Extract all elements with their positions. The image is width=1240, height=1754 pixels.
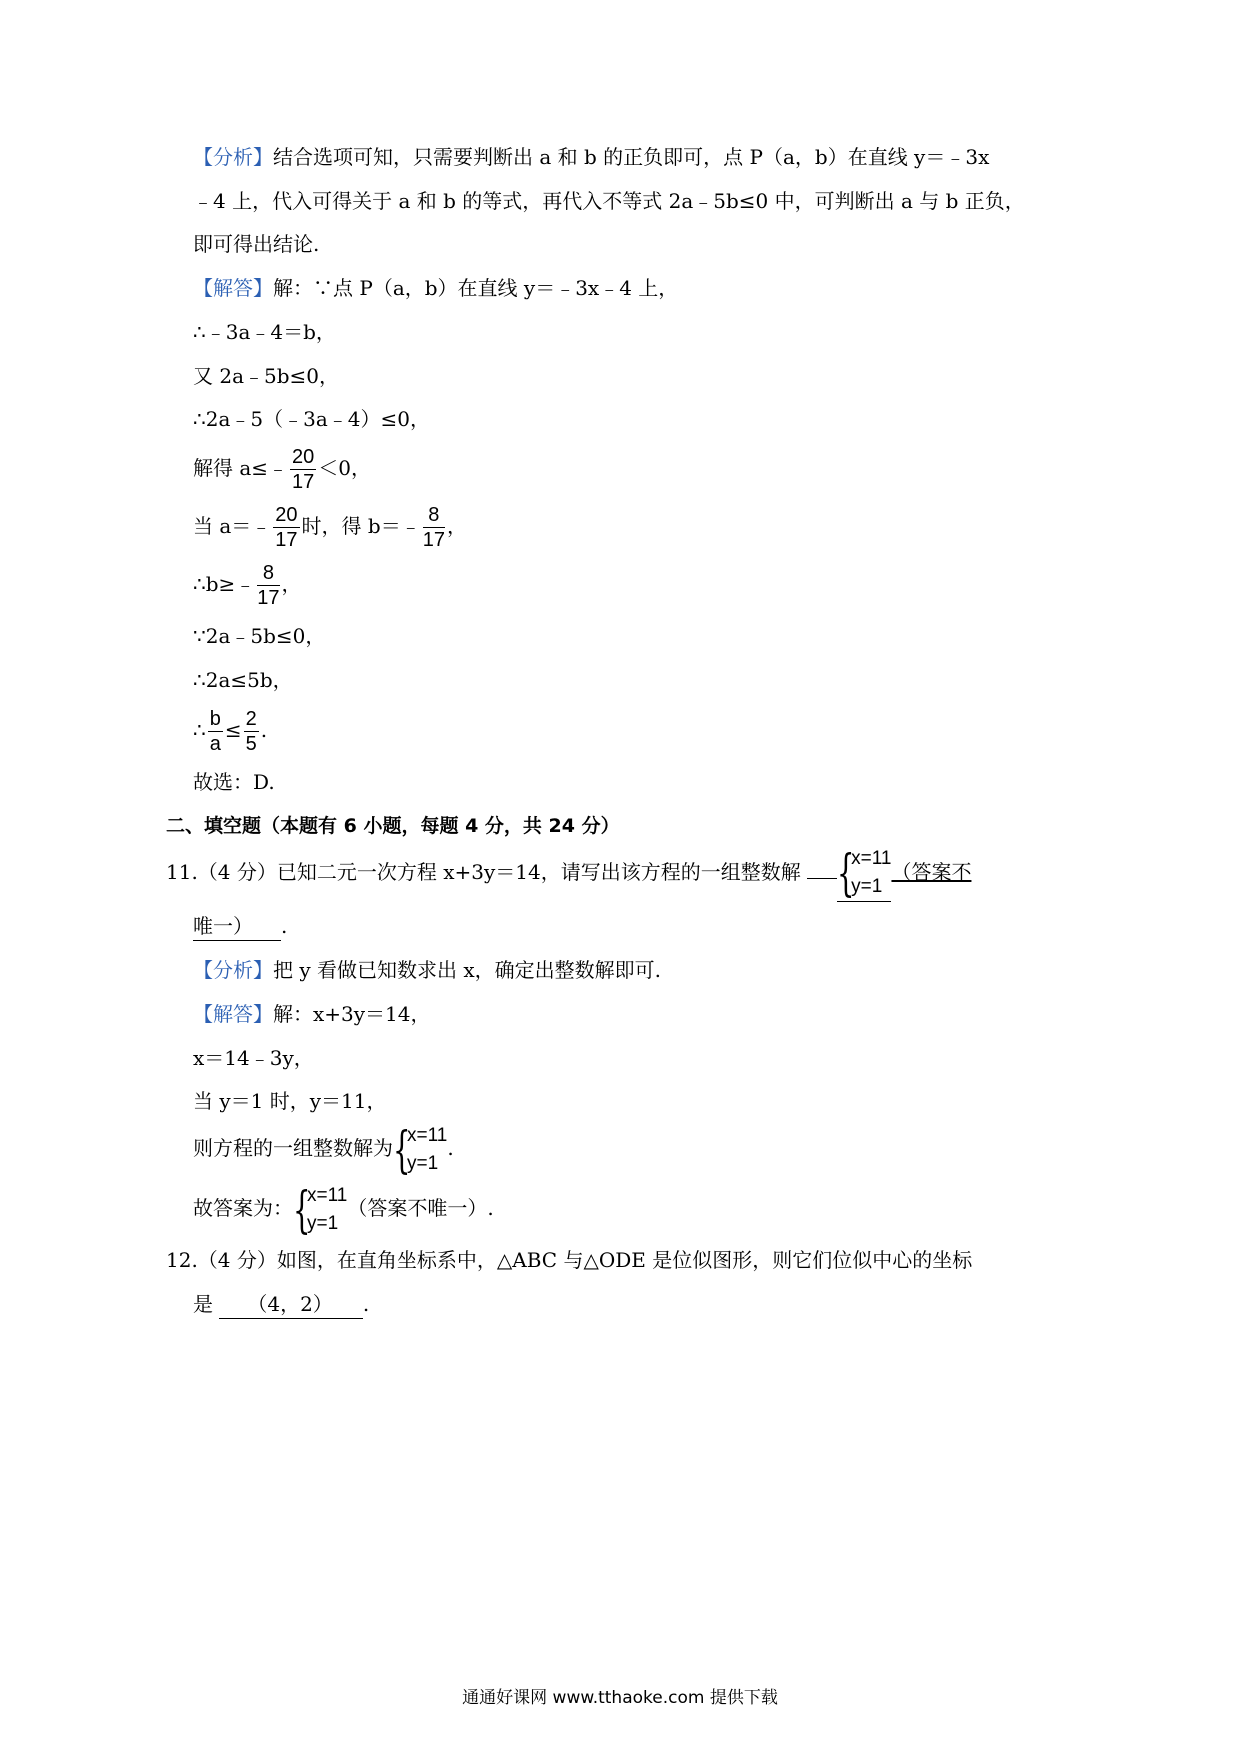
analysis-line-3: 即可得出结论. <box>193 232 320 256</box>
system-row: x=11 <box>407 1124 448 1146</box>
brace-icon: { <box>293 1180 311 1239</box>
text: 故答案为： <box>193 1196 293 1220</box>
analysis-tag: 【分析】 <box>193 145 273 169</box>
solution-text: 解：∵点 P（a，b）在直线 y＝﹣3x﹣4 上， <box>273 276 679 300</box>
analysis-tag: 【分析】 <box>193 958 273 982</box>
text: ， <box>446 514 467 538</box>
system-row: x=11 <box>307 1184 348 1206</box>
system-row: y=1 <box>851 876 883 897</box>
q11-answer-system <box>837 845 891 902</box>
solution-line-5 <box>193 440 371 496</box>
q11-note-cont: 唯一） <box>193 912 281 941</box>
solution-line-1 <box>193 274 678 302</box>
numerator: 2 <box>245 708 257 730</box>
analysis-text: 结合选项可知，只需要判断出 a 和 b 的正负即可，点 P（a，b）在直线 y＝﹣3x <box>273 145 990 169</box>
analysis-line-1 <box>193 143 989 171</box>
solution-line-4: ∴2a﹣5（﹣3a﹣4）≤0， <box>193 407 430 431</box>
fraction <box>423 503 445 552</box>
text: ∴ <box>193 718 206 742</box>
denominator: 17 <box>257 587 280 609</box>
text: 是 <box>193 1292 213 1316</box>
solution-line-2: ∴﹣3a﹣4＝b， <box>193 320 336 344</box>
text: . <box>260 718 268 742</box>
q11-analysis <box>193 956 661 984</box>
numerator: 20 <box>275 504 298 526</box>
denominator: 17 <box>275 529 298 551</box>
solution-line-10 <box>193 702 267 758</box>
q11-solution-3: 当 y＝1 时，y＝11， <box>193 1089 387 1113</box>
analysis-line-2: ﹣4 上，代入可得关于 a 和 b 的等式，再代入不等式 2a﹣5b≤0 中，可判断出 a 与 b 正负， <box>193 189 1025 213</box>
fraction <box>244 707 259 756</box>
analysis-text: 把 y 看做已知数求出 x，确定出整数解即可. <box>273 958 662 982</box>
solution-line-6 <box>193 498 467 554</box>
solution-text: 解：x+3y＝14， <box>273 1002 431 1026</box>
solution-line-7 <box>193 556 302 612</box>
q11-solution-2: x＝14﹣3y， <box>193 1046 314 1070</box>
denominator: 5 <box>245 733 257 755</box>
text: ＜0， <box>318 456 372 480</box>
solution-line-3: 又 2a﹣5b≤0， <box>193 364 340 388</box>
numerator: 8 <box>257 561 279 586</box>
solution-tag: 【解答】 <box>193 276 273 300</box>
q11-solution-4 <box>193 1118 454 1178</box>
section-heading: 二、填空题（本题有 6 小题，每题 4 分，共 24 分） <box>166 815 620 837</box>
text: 解得 a≤﹣ <box>193 456 289 480</box>
denominator: 17 <box>422 529 445 551</box>
q12-stem: 12.（4 分）如图，在直角坐标系中，△ABC 与△ODE 是位似图形，则它们位似中心的坐标 <box>166 1248 973 1272</box>
solution-line-11: 故选：D. <box>193 770 275 794</box>
text: 时，得 b＝﹣ <box>301 514 421 538</box>
q11-answer-blank <box>807 878 837 879</box>
fraction <box>290 445 316 494</box>
system <box>393 1122 447 1178</box>
q11-solution-5 <box>193 1178 494 1238</box>
solution-line-9: ∴2a≤5b， <box>193 668 293 692</box>
solution-line-8: ∵2a﹣5b≤0， <box>193 624 326 648</box>
system-row: y=1 <box>407 1152 439 1174</box>
fraction <box>257 561 279 610</box>
q11-solution-1 <box>193 1000 431 1028</box>
numerator: 8 <box>423 503 445 528</box>
q11-stem-line <box>166 842 971 902</box>
q11-stem-line-2 <box>193 912 287 941</box>
system-row: x=11 <box>851 848 892 869</box>
text: 当 a＝﹣ <box>193 514 272 538</box>
text: ≤ <box>224 718 242 742</box>
text: 则方程的一组整数解为 <box>193 1136 393 1160</box>
q12-line-2 <box>193 1290 369 1319</box>
brace-icon: { <box>393 1120 411 1179</box>
q11-note: （答案不 <box>891 860 972 884</box>
text: . <box>362 1292 370 1316</box>
q12-answer: （4，2） <box>219 1290 362 1319</box>
text: . <box>281 914 288 938</box>
solution-tag: 【解答】 <box>193 1002 273 1026</box>
text: . <box>447 1136 454 1160</box>
fraction <box>273 503 299 552</box>
text: ， <box>281 572 302 596</box>
system <box>293 1182 347 1238</box>
denominator: 17 <box>292 471 315 493</box>
numerator: 20 <box>292 446 315 468</box>
system-row: y=1 <box>307 1212 339 1234</box>
denominator: a <box>209 733 221 755</box>
fraction <box>208 707 223 756</box>
text: （答案不唯一）. <box>347 1196 494 1220</box>
numerator: b <box>209 708 221 730</box>
text: ∴b≥﹣ <box>193 572 256 596</box>
brace-icon: { <box>837 844 855 902</box>
q11-stem: 11.（4 分）已知二元一次方程 x+3y＝14，请写出该方程的一组整数解 <box>166 860 801 884</box>
footer: 通通好课网 www.tthaoke.com 提供下载 <box>462 1688 778 1708</box>
